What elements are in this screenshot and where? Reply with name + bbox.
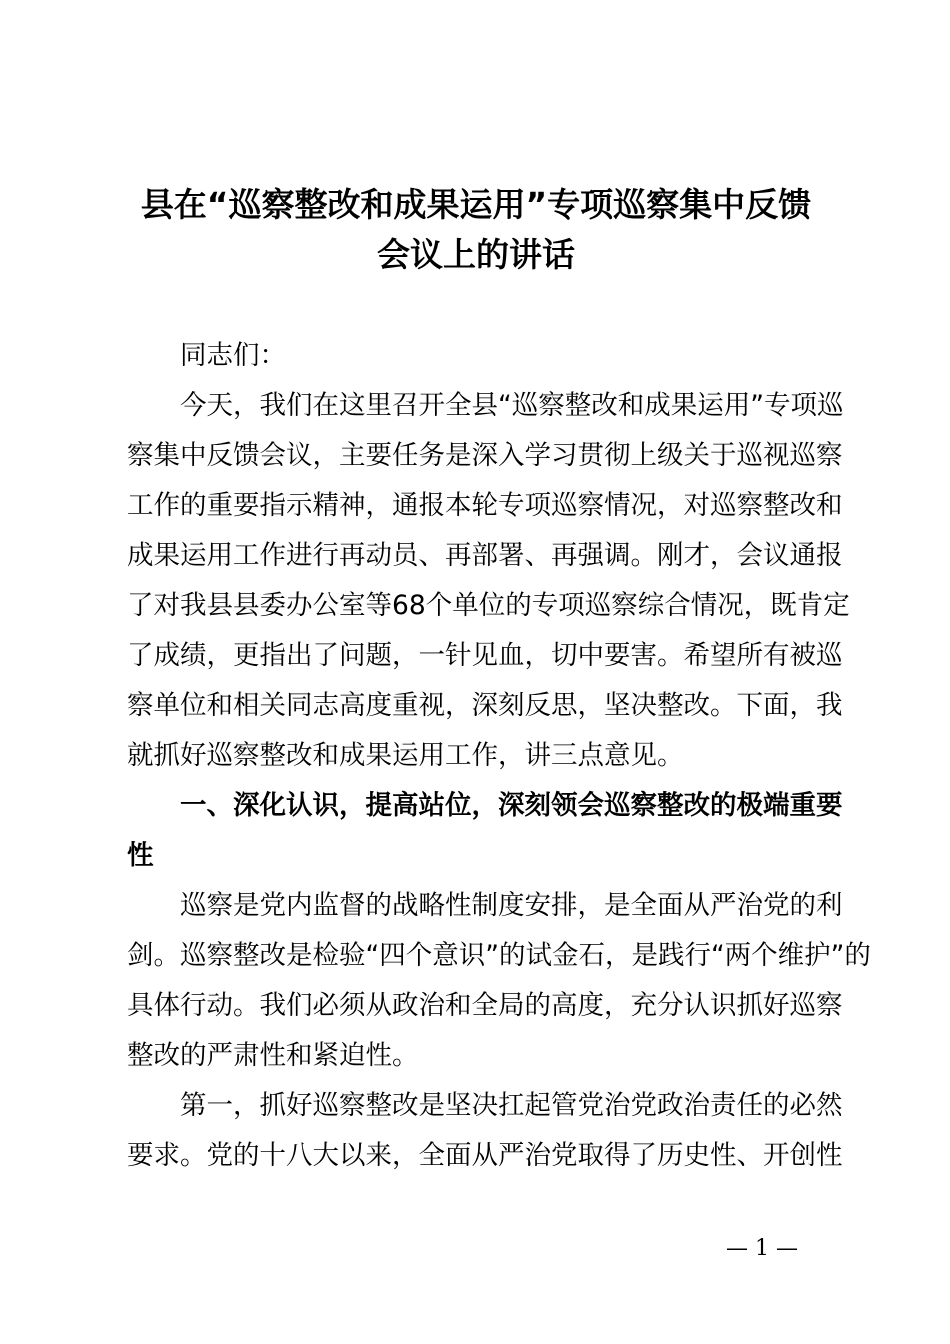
salutation: 同志们：: [180, 340, 286, 371]
heading-line: 性: [127, 840, 154, 871]
document-title: [120, 180, 832, 280]
paragraph-opening: [127, 381, 850, 781]
paragraph-line: 整改的严肃性和紧迫性。: [127, 1040, 419, 1071]
title-line-1: 县在“巡察整改和成果运用”专项巡察集中反馈: [140, 185, 812, 224]
title-line-2: 会议上的讲话: [377, 235, 575, 274]
paragraph-line: 就抓好巡察整改和成果运用工作，讲三点意见。: [127, 740, 684, 771]
paragraph-line: 今天，我们在这里召开全县“巡察整改和成果运用”专项巡: [180, 390, 844, 421]
section-heading-1: [127, 781, 843, 881]
paragraph-inspection-intro: [127, 881, 871, 1081]
paragraph-line: 要求。党的十八大以来，全面从严治党取得了历史性、开创性: [127, 1140, 843, 1171]
paragraph-point-first: [127, 1081, 843, 1181]
paragraph-line: 察单位和相关同志高度重视，深刻反思，坚决整改。下面，我: [127, 690, 843, 721]
paragraph-line: 剑。巡察整改是检验“四个意识”的试金石，是践行“两个维护”的: [127, 940, 871, 971]
paragraph-line: 工作的重要指示精神，通报本轮专项巡察情况，对巡察整改和: [127, 490, 843, 521]
paragraph-line: 具体行动。我们必须从政治和全局的高度，充分认识抓好巡察: [127, 990, 843, 1021]
paragraph-line: 成果运用工作进行再动员、再部署、再强调。刚才，会议通报: [127, 540, 843, 571]
paragraph-line: 第一，抓好巡察整改是坚决扛起管党治党政治责任的必然: [180, 1090, 843, 1121]
paragraph-line: 了成绩，更指出了问题，一针见血，切中要害。希望所有被巡: [127, 640, 843, 671]
document-body: [127, 331, 871, 1181]
paragraph-line: 察集中反馈会议，主要任务是深入学习贯彻上级关于巡视巡察: [127, 440, 843, 471]
page-number: — 1 —: [726, 1236, 798, 1261]
heading-line: 一、深化认识，提高站位，深刻领会巡察整改的极端重要: [180, 790, 843, 821]
paragraph-line: 了对我县县委办公室等68个单位的专项巡察综合情况，既肯定: [127, 590, 850, 621]
paragraph-line: 巡察是党内监督的战略性制度安排，是全面从严治党的利: [180, 890, 843, 921]
